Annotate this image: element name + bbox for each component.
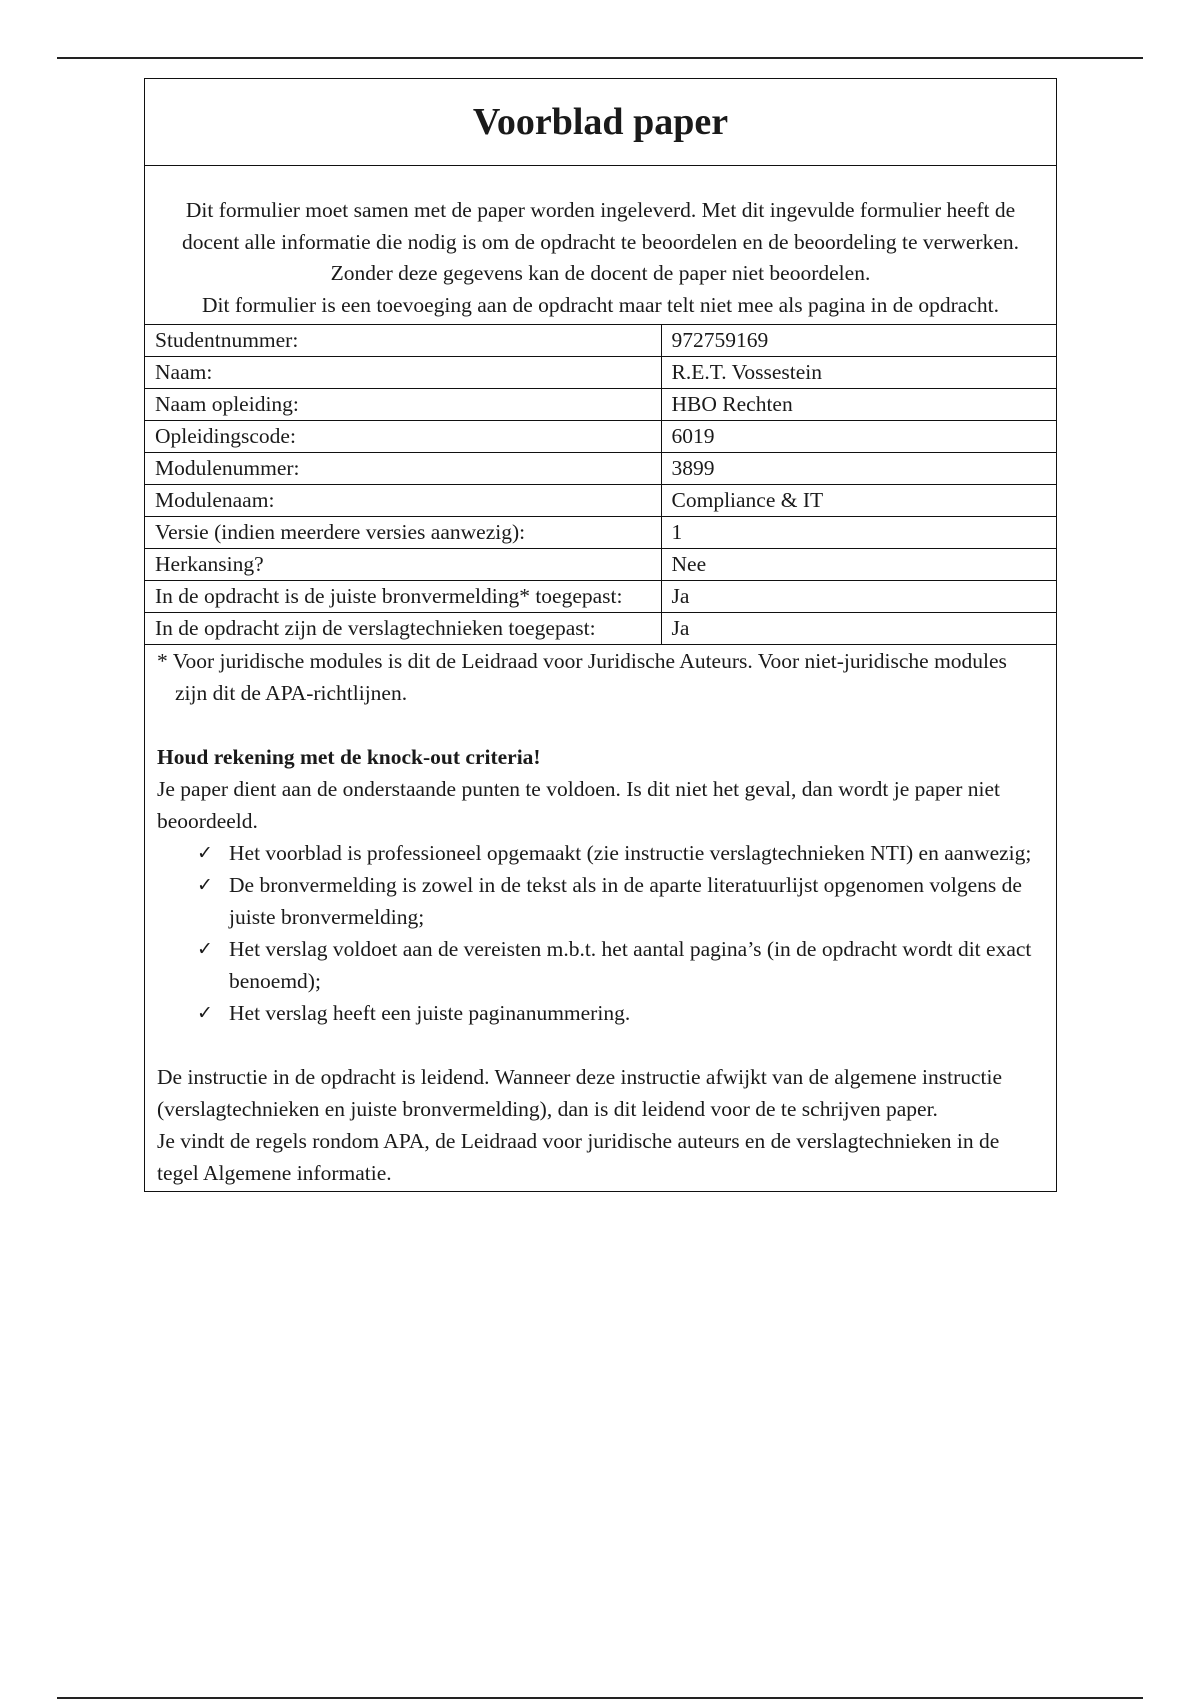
field-value: Ja (661, 613, 1056, 645)
cover-sheet-form (144, 78, 1057, 1192)
checklist-text: Het verslag voldoet aan de vereisten m.b.t. het aantal pagina’s (in de opdracht wordt dit exact benoemd); (229, 937, 1032, 993)
field-label: In de opdracht zijn de verslagtechnieken toegepast: (145, 613, 661, 645)
field-value: R.E.T. Vossestein (661, 357, 1056, 389)
table-row (145, 549, 1056, 581)
intro-text (145, 166, 1056, 325)
checkmark-icon: ✓ (197, 842, 213, 864)
spacer (157, 709, 1044, 741)
list-item (197, 837, 1044, 869)
list-item (197, 869, 1044, 933)
field-label: Naam: (145, 357, 661, 389)
field-label: Herkansing? (145, 549, 661, 581)
student-info-table (145, 325, 1056, 645)
field-label: Versie (indien meerdere versies aanwezig): (145, 517, 661, 549)
field-label: Modulenummer: (145, 453, 661, 485)
knockout-intro: Je paper dient aan de onderstaande punten te voldoen. Is dit niet het geval, dan wordt je paper niet beoordeeld. (157, 777, 1000, 833)
bottom-rule (57, 1697, 1143, 1699)
table-row (145, 389, 1056, 421)
checkmark-icon: ✓ (197, 1002, 213, 1024)
field-value: Ja (661, 581, 1056, 613)
spacer (157, 1029, 1044, 1061)
checkmark-icon: ✓ (197, 874, 213, 896)
top-rule (57, 57, 1143, 59)
table-row (145, 325, 1056, 357)
checkmark-icon: ✓ (197, 938, 213, 960)
table-row (145, 581, 1056, 613)
knockout-heading: Houd rekening met de knock-out criteria! (157, 745, 541, 769)
table-row (145, 613, 1056, 645)
field-label: Modulenaam: (145, 485, 661, 517)
field-value: 1 (661, 517, 1056, 549)
checklist-text: Het voorblad is professioneel opgemaakt (zie instructie verslagtechnieken NTI) en aanwezig; (229, 841, 1032, 865)
knockout-checklist (157, 837, 1044, 1029)
field-value: Compliance & IT (661, 485, 1056, 517)
closing-paragraph: Je vindt de regels rondom APA, de Leidraad voor juridische auteurs en de verslagtechnieken in de tegel Algemene informatie. (157, 1129, 1000, 1185)
table-row (145, 453, 1056, 485)
field-label: Studentnummer: (145, 325, 661, 357)
field-value: 3899 (661, 453, 1056, 485)
table-row (145, 517, 1056, 549)
field-label: Opleidingscode: (145, 421, 661, 453)
field-label: In de opdracht is de juiste bronvermelding* toegepast: (145, 581, 661, 613)
field-value: Nee (661, 549, 1056, 581)
notes-section (145, 645, 1056, 1191)
field-label: Naam opleiding: (145, 389, 661, 421)
checklist-text: Het verslag heeft een juiste paginanummering. (229, 1001, 631, 1025)
closing-paragraph: De instructie in de opdracht is leidend. Wanneer deze instructie afwijkt van de algemene instructie (verslagtechnieken en juiste bronvermelding), dan is dit leidend voor de te schrijven paper. (157, 1065, 1003, 1121)
table-row (145, 421, 1056, 453)
table-row (145, 357, 1056, 389)
page-title: Voorblad paper (145, 79, 1056, 166)
checklist-text: De bronvermelding is zowel in de tekst als in de aparte literatuurlijst opgenomen volgens de juiste bronvermelding; (229, 873, 1022, 929)
intro-paragraph: Dit formulier moet samen met de paper worden ingeleverd. Met dit ingevulde formulier heeft de docent alle informatie die nodig is om de opdracht te beoordelen en de beoordeling te verwerken. Zonder deze gegevens kan de docent de paper niet beoordelen. (182, 198, 1019, 285)
footnote: * Voor juridische modules is dit de Leidraad voor Juridische Auteurs. Voor niet-juridische modules zijn dit de APA-richtlijnen. (157, 649, 1007, 705)
intro-paragraph: Dit formulier is een toevoeging aan de opdracht maar telt niet mee als pagina in de opdracht. (201, 292, 999, 317)
field-value: HBO Rechten (661, 389, 1056, 421)
table-row (145, 485, 1056, 517)
field-value: 6019 (661, 421, 1056, 453)
list-item (197, 997, 1044, 1029)
field-value: 972759169 (661, 325, 1056, 357)
list-item (197, 933, 1044, 997)
